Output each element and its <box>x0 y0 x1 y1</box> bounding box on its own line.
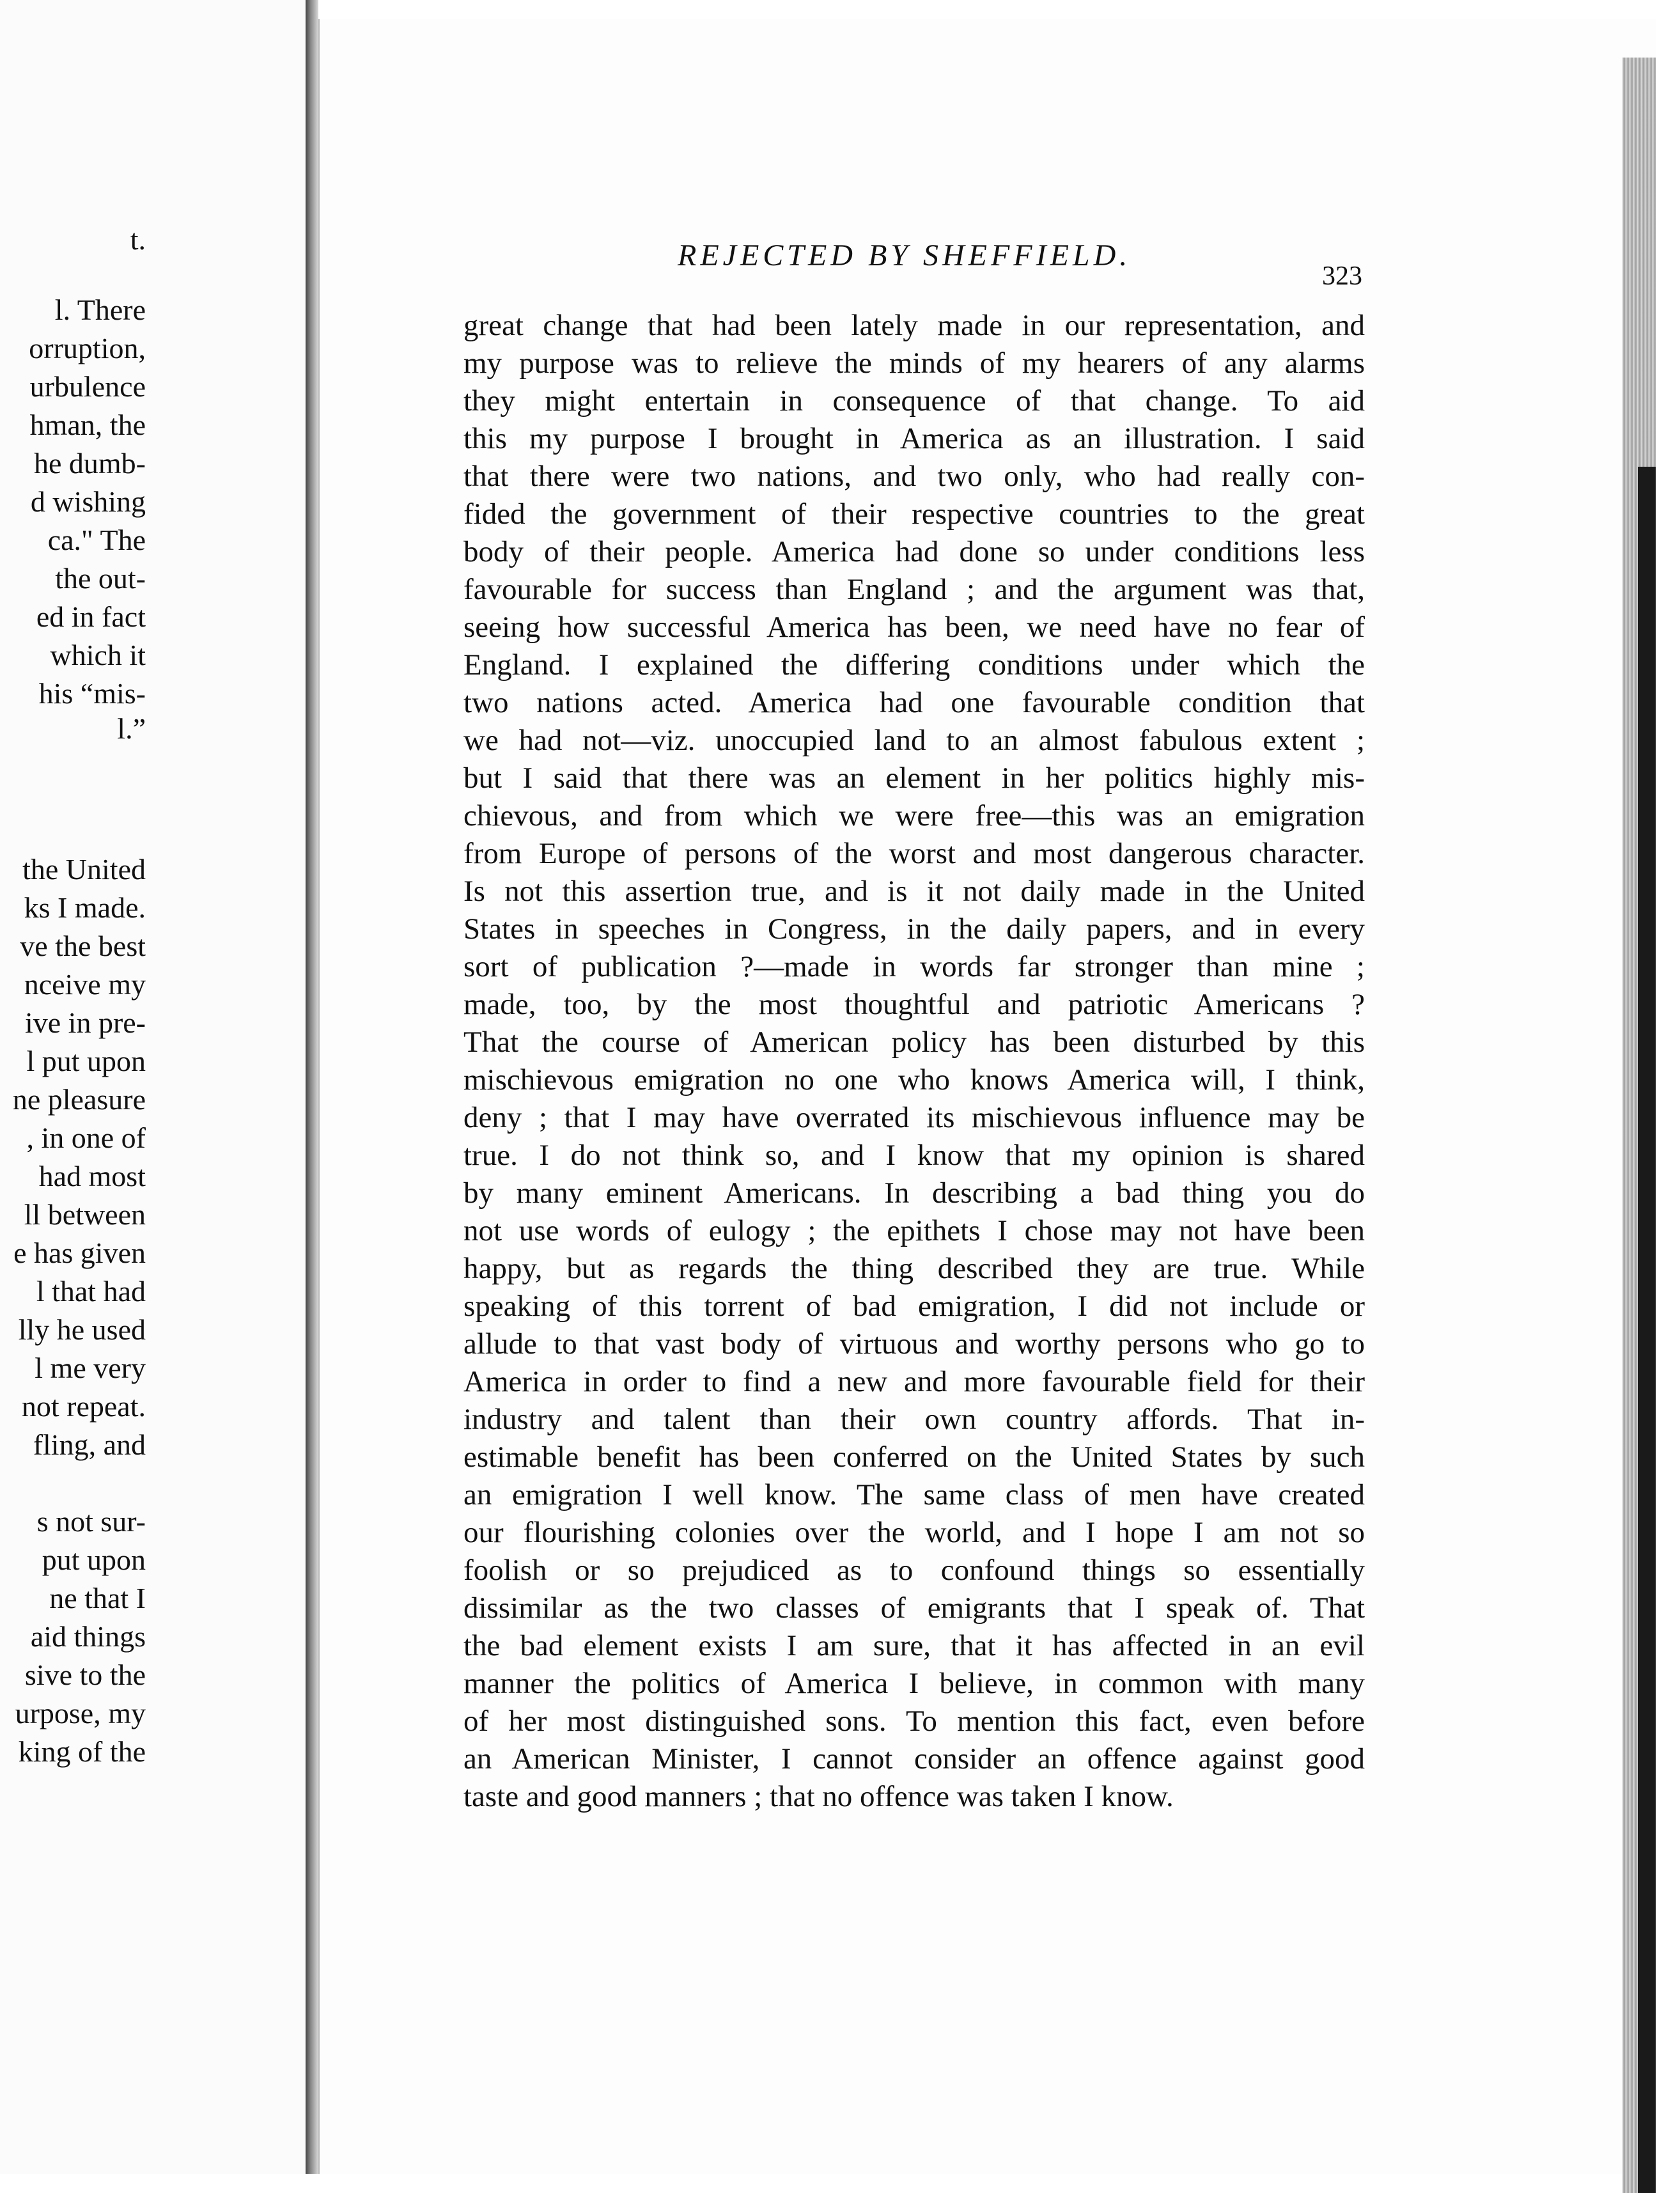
book-gutter <box>306 0 318 2174</box>
text-line: favourable for success than England ; and the argument was that, <box>463 573 1365 606</box>
text-line: two nations acted. America had one favourable condition that <box>463 686 1365 719</box>
facing-text-line: l. There <box>54 293 146 326</box>
text-line: chievous, and from which we were free—this was an emigration <box>463 799 1365 832</box>
facing-text-line: which it <box>50 639 146 671</box>
facing-text-line: fling, and <box>33 1428 146 1461</box>
text-line: true. I do not think so, and I know that my opinion is shared <box>463 1139 1365 1172</box>
text-line: sort of publication ?—made in words far stronger than mine ; <box>463 950 1365 983</box>
text-line: this my purpose I brought in America as an illustration. I said <box>463 422 1365 455</box>
text-line: we had not—viz. unoccupied land to an almost fabulous extent ; <box>463 724 1365 757</box>
facing-text-line: the United <box>22 853 146 886</box>
text-line: mischievous emigration no one who knows America will, I think, <box>463 1063 1365 1096</box>
facing-text-line: ve the best <box>20 930 146 962</box>
text-line: made, too, by the most thoughtful and patriotic Americans ? <box>463 988 1365 1021</box>
running-head: REJECTED BY SHEFFIELD. <box>678 238 1132 272</box>
text-line: estimable benefit has been conferred on the United States by such <box>463 1440 1365 1474</box>
facing-text-line: nceive my <box>24 968 146 1001</box>
facing-text-line: aid things <box>30 1620 146 1653</box>
text-line: manner the politics of America I believe, in common with many <box>463 1667 1365 1700</box>
facing-text-line: orruption, <box>29 332 146 364</box>
text-line: That the course of American policy has been disturbed by this <box>463 1026 1365 1059</box>
facing-text-line: s not sur- <box>36 1505 146 1538</box>
text-line: taste and good manners ; that no offence was taken I know. <box>463 1780 1174 1813</box>
facing-text-line: king of the <box>18 1735 146 1768</box>
text-line: body of their people. America had done so under conditions less <box>463 535 1365 568</box>
text-line: from Europe of persons of the worst and most dangerous character. <box>463 837 1365 870</box>
page-number: 323 <box>1322 261 1362 291</box>
facing-text-line: , in one of <box>26 1121 146 1154</box>
facing-text-line: l put upon <box>26 1045 146 1077</box>
facing-text-line: d wishing <box>30 485 146 518</box>
facing-text-line: ive in pre- <box>24 1006 146 1039</box>
text-line: our flourishing colonies over the world, and I hope I am not so <box>463 1516 1365 1549</box>
text-line: an American Minister, I cannot consider an offence against good <box>463 1742 1365 1775</box>
text-line: England. I explained the differing conditions under which the <box>463 648 1365 682</box>
facing-text-line: not repeat. <box>21 1390 146 1423</box>
facing-text-line: ca." The <box>47 524 146 556</box>
facing-text-line: ks I made. <box>24 891 146 924</box>
text-line: dissimilar as the two classes of emigrants that I speak of. That <box>463 1591 1365 1625</box>
facing-page-left <box>0 0 307 2174</box>
facing-text-line: ed in fact <box>36 600 146 633</box>
text-line: Is not this assertion true, and is it not daily made in the United <box>463 875 1365 908</box>
facing-text-line: lly he used <box>18 1313 146 1346</box>
facing-text-line: the out- <box>55 562 146 595</box>
facing-text-line: ne that I <box>49 1582 146 1614</box>
facing-text-line: t. <box>130 223 146 256</box>
facing-text-line: hman, the <box>29 409 146 441</box>
facing-text-line: sive to the <box>24 1658 146 1691</box>
text-line: foolish or so prejudiced as to confound things so essentially <box>463 1554 1365 1587</box>
text-line: happy, but as regards the thing described they are true. While <box>463 1252 1365 1285</box>
facing-text-line: l.” <box>117 712 146 745</box>
text-line: the bad element exists I am sure, that it has affected in an evil <box>463 1629 1365 1662</box>
facing-text-line: put upon <box>42 1543 146 1576</box>
text-line: not use words of eulogy ; the epithets I chose may not have been <box>463 1214 1365 1247</box>
facing-text-line: he dumb- <box>33 447 146 480</box>
text-line: but I said that there was an element in her politics highly mis- <box>463 761 1365 795</box>
facing-text-line: urpose, my <box>15 1697 146 1729</box>
text-line: America in order to find a new and more favourable field for their <box>463 1365 1365 1398</box>
text-line: of her most distinguished sons. To mention this fact, even before <box>463 1705 1365 1738</box>
text-line: great change that had been lately made in our representation, and <box>463 309 1365 342</box>
text-line: fided the government of their respective countries to the great <box>463 497 1365 531</box>
text-line: seeing how successful America has been, we need have no fear of <box>463 611 1365 644</box>
text-line: an emigration I well know. The same class of men have created <box>463 1478 1365 1511</box>
facing-text-line: e has given <box>13 1237 146 1269</box>
text-line: industry and talent than their own country affords. That in- <box>463 1403 1365 1436</box>
text-line: that there were two nations, and two only, who had really con- <box>463 460 1365 493</box>
facing-text-line: urbulence <box>29 370 146 403</box>
text-line: by many eminent Americans. In describing a bad thing you do <box>463 1176 1365 1210</box>
body-text <box>463 307 1365 1816</box>
facing-text-line: l me very <box>35 1352 146 1384</box>
text-line: allude to that vast body of virtuous and worthy persons who go to <box>463 1327 1365 1361</box>
facing-text-line: ll between <box>24 1198 146 1231</box>
facing-text-line: his “mis- <box>38 677 146 710</box>
facing-text-line: had most <box>38 1160 146 1192</box>
facing-text-line: ne pleasure <box>12 1083 146 1116</box>
text-line: my purpose was to relieve the minds of my hearers of any alarms <box>463 347 1365 380</box>
text-line: speaking of this torrent of bad emigration, I did not include or <box>463 1290 1365 1323</box>
text-line: States in speeches in Congress, in the daily papers, and in every <box>463 912 1365 946</box>
text-line: they might entertain in consequence of that change. To aid <box>463 384 1365 418</box>
facing-text-line: l that had <box>36 1275 146 1307</box>
book-cover-edge <box>1638 467 1656 2193</box>
text-line: deny ; that I may have overrated its mischievous influence may be <box>463 1101 1365 1134</box>
